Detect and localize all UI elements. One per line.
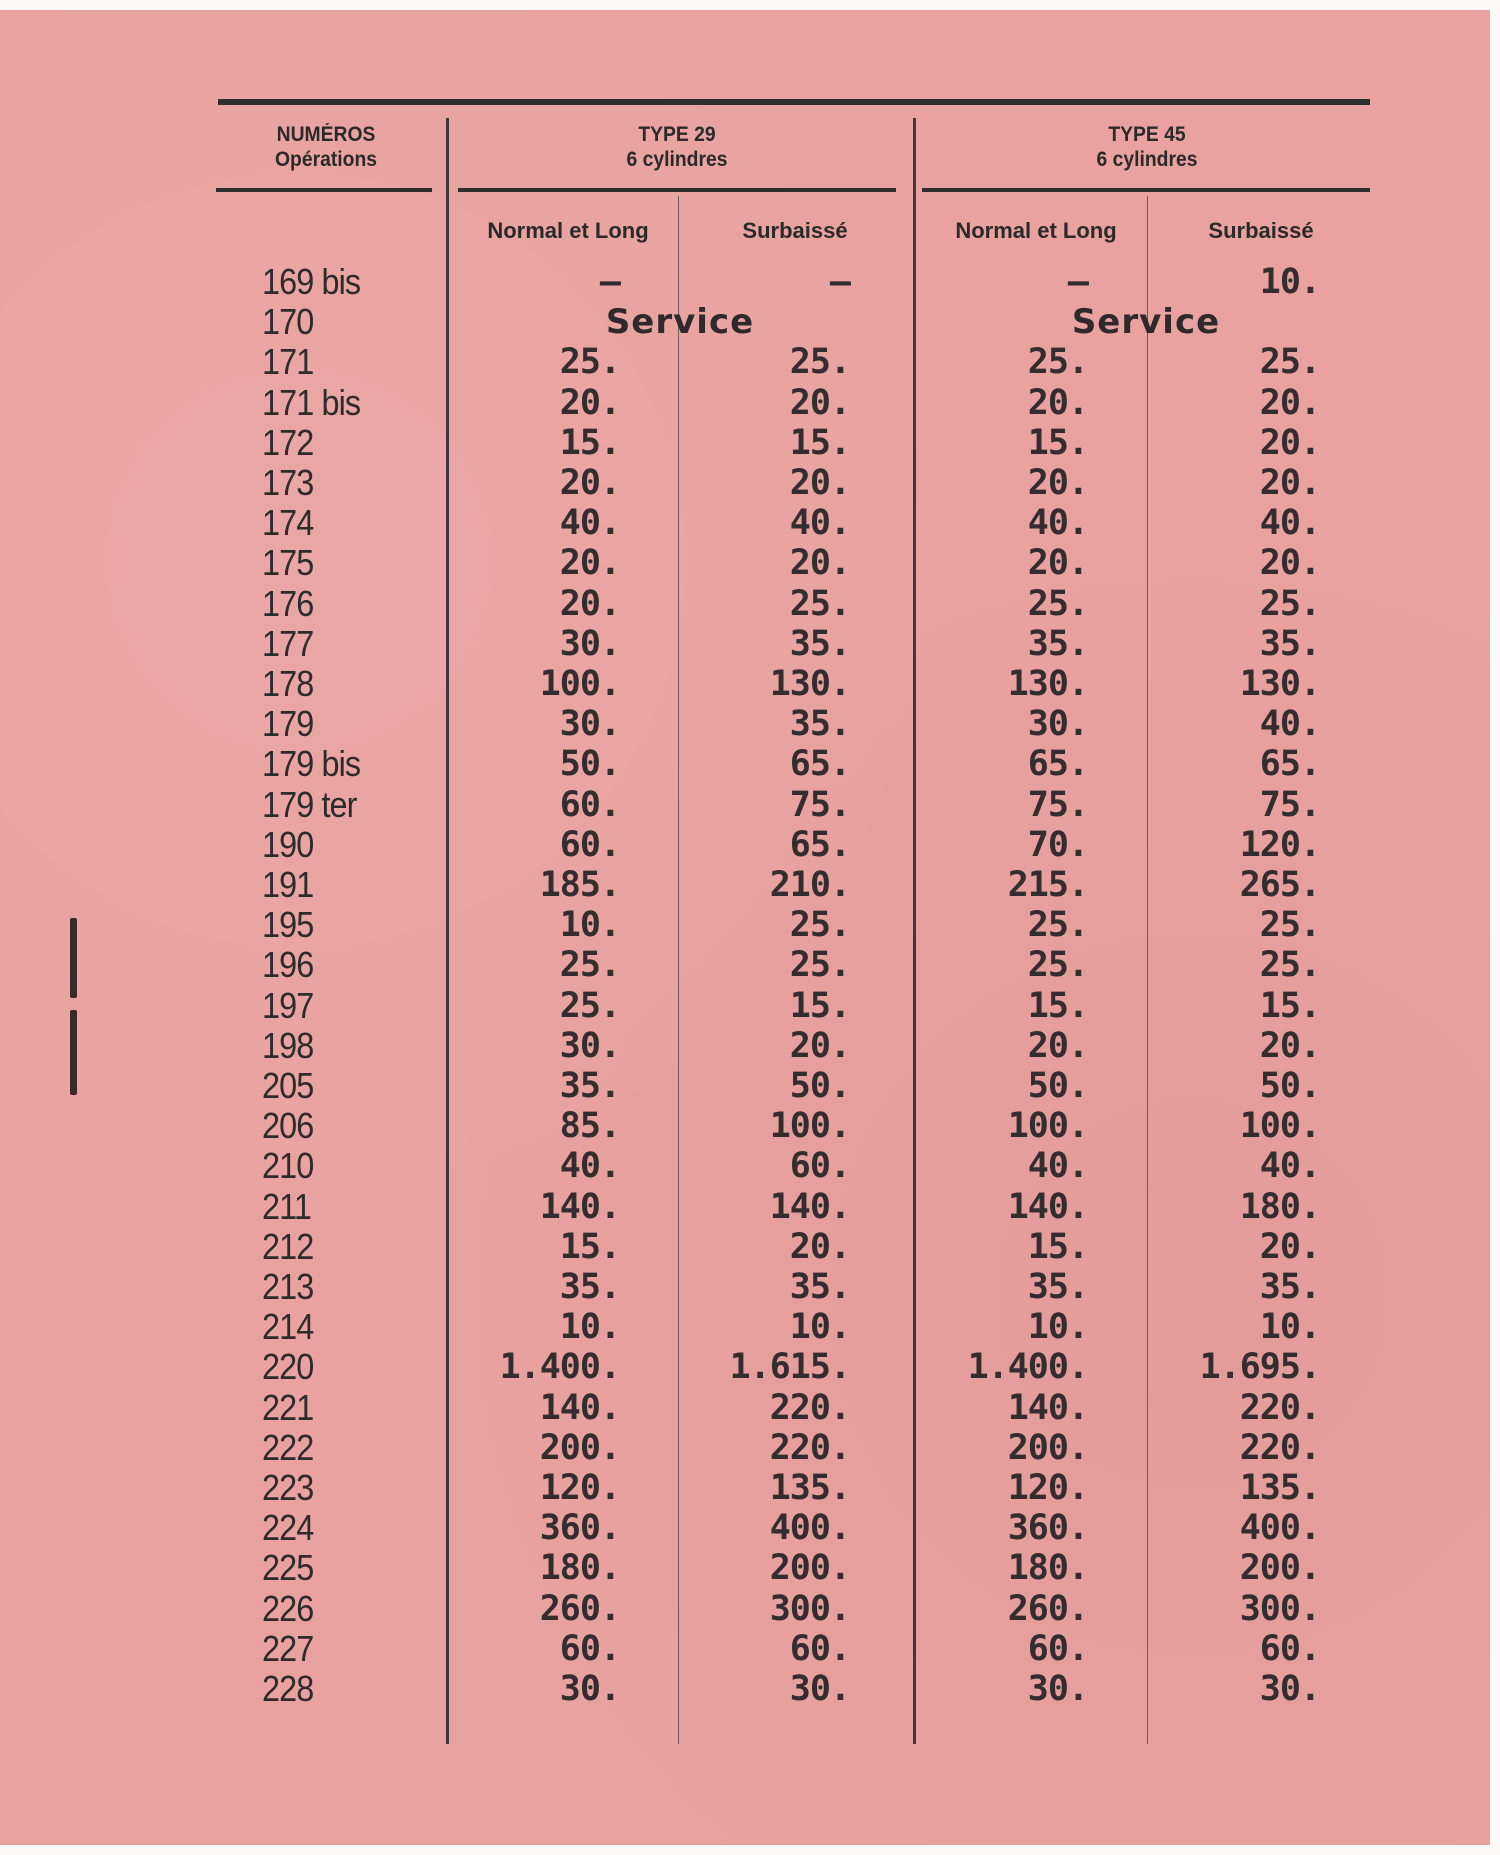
value-type45-normal-long: 20. [1027,1025,1088,1066]
value-type29-normal-long: 10. [559,905,620,946]
value-type29-normal-long: 140. [539,1186,620,1227]
header-type45-line1: TYPE 45 [1108,123,1186,146]
value-type29-normal-long: 100. [539,664,620,704]
value-type45-surbaisse: 20. [1259,1226,1320,1267]
operation-number: 174 [262,502,314,544]
value-type29-surbaisse: 10. [789,1307,850,1348]
value-type45-normal-long: 215. [1007,865,1088,905]
operation-number: 205 [262,1065,314,1106]
operation-number: 178 [262,663,314,704]
table-row [0,543,1490,583]
operation-number: 226 [262,1587,314,1629]
value-type45-normal-long: 10. [1027,1307,1088,1348]
value-type29-surbaisse: 35. [789,1267,850,1307]
value-type45-surbaisse: 200. [1239,1548,1320,1589]
value-type45-normal-long: 25. [1027,342,1088,383]
value-type45-normal-long: 15. [1027,1226,1088,1267]
value-type45-surbaisse: 20. [1259,422,1320,463]
operation-number: 175 [262,542,314,584]
value-type29-surbaisse: 60. [789,1146,850,1187]
value-type45-normal-long: 40. [1027,1146,1088,1187]
operation-number: 222 [262,1426,314,1468]
table-row [0,1227,1490,1267]
table-row [0,865,1490,905]
value-type45-surbaisse: 135. [1239,1468,1320,1508]
operation-number: 176 [262,582,314,624]
table-row [0,825,1490,865]
value-type45-surbaisse: 20. [1259,382,1320,423]
header-rule-numeros [216,188,432,192]
value-type29-surbaisse: 25. [789,945,850,986]
table-row [0,463,1490,503]
value-type45-surbaisse: 20. [1259,543,1320,584]
operation-number: 179 ter [262,783,357,825]
table-row [0,302,1490,342]
value-type45-normal-long: 360. [1007,1508,1088,1549]
value-type29-surbaisse: 25. [789,905,850,946]
value-type29-normal-long: 25. [559,945,620,986]
operation-number: 210 [262,1145,314,1187]
value-type45-surbaisse: 300. [1239,1588,1320,1629]
value-type45-normal-long: 200. [1007,1427,1088,1468]
value-type29-normal-long: 15. [559,1226,620,1267]
operation-number: 179 bis [262,743,361,785]
table-row [0,785,1490,825]
operation-number: 191 [262,864,314,905]
operation-number: 197 [262,984,314,1026]
value-type29-normal-long: 30. [559,1025,620,1066]
operation-number: 173 [262,462,314,503]
header-numeros [236,122,416,172]
value-type29-surbaisse: 20. [789,1226,850,1267]
table-row [0,986,1490,1026]
value-type29-normal-long: 20. [559,382,620,423]
value-type45-surbaisse: 20. [1259,463,1320,503]
operation-number: 211 [262,1185,311,1227]
value-type29-surbaisse: 140. [769,1186,850,1227]
value-type29-surbaisse: 75. [789,784,850,825]
operation-number: 172 [262,421,314,463]
operation-number: 212 [262,1225,314,1267]
subheader-type45-surbaisse: Surbaissé [1208,218,1314,243]
table-row [0,1307,1490,1347]
value-type45-normal-long: 100. [1007,1106,1088,1147]
value-type45-surbaisse: 35. [1259,623,1320,664]
value-type29-normal-long: 50. [559,744,620,785]
value-type29-normal-long: 180. [539,1548,620,1589]
table-row [0,1589,1490,1629]
value-type29-surbaisse: 50. [789,1066,850,1106]
header-rule-type45 [922,188,1370,192]
value-type45-normal-long: 20. [1027,543,1088,584]
header-type45-line2: 6 cylindres [1096,148,1198,171]
value-type29-normal-long: 60. [559,1628,620,1669]
value-type45-surbaisse: 65. [1259,744,1320,785]
value-type29-normal-long: 20. [559,463,620,503]
operation-number: 213 [262,1266,314,1307]
table-row [0,423,1490,463]
value-type45-normal-long: 15. [1027,422,1088,463]
service-label: Service [1071,302,1221,343]
value-type29-normal-long: 60. [559,784,620,825]
value-type45-normal-long: 60. [1027,1628,1088,1669]
service-label: Service [605,302,755,343]
value-type29-surbaisse: 65. [789,744,850,785]
value-type45-normal-long: 140. [1007,1387,1088,1428]
operation-number: 169 bis [262,261,361,302]
value-type29-surbaisse: 20. [789,1025,850,1066]
value-type29-surbaisse: 20. [789,463,850,503]
value-type45-normal-long: 25. [1027,945,1088,986]
subheader-type29-normal-long: Normal et Long [487,218,649,243]
value-type45-surbaisse: 120. [1239,824,1320,865]
table-row [0,1428,1490,1468]
value-type45-normal-long: 20. [1027,382,1088,423]
value-type45-normal-long: 30. [1027,1669,1088,1709]
table-row [0,624,1490,664]
table-row [0,1388,1490,1428]
value-type29-normal-long: 35. [559,1066,620,1106]
header-numeros-line1: NUMÉROS [276,123,376,146]
value-type29-surbaisse: 60. [789,1628,850,1669]
table-row [0,1508,1490,1548]
document-page [0,10,1490,1845]
value-type45-surbaisse: 75. [1259,784,1320,825]
value-type45-normal-long: 25. [1027,583,1088,624]
value-type29-surbaisse: 100. [769,1106,850,1147]
value-type29-surbaisse: 25. [789,583,850,624]
table-row [0,1146,1490,1186]
value-type45-surbaisse: 35. [1259,1267,1320,1307]
value-type45-surbaisse: 30. [1259,1669,1320,1709]
value-type45-normal-long: 120. [1007,1468,1088,1508]
value-type29-surbaisse: 400. [769,1508,850,1549]
value-type29-surbaisse: 300. [769,1588,850,1629]
value-type29-normal-long: 120. [539,1468,620,1508]
value-type29-surbaisse: 15. [789,985,850,1026]
operation-number: 196 [262,944,314,986]
operation-number: 206 [262,1105,314,1147]
table-row [0,704,1490,744]
value-type29-surbaisse: 20. [789,543,850,584]
value-type45-surbaisse: 100. [1239,1106,1320,1147]
table-row [0,1347,1490,1387]
table-row [0,503,1490,543]
value-type45-surbaisse: 220. [1239,1427,1320,1468]
value-type29-normal-long: 185. [539,865,620,905]
value-type45-surbaisse: 220. [1239,1387,1320,1428]
value-type29-normal-long: 85. [559,1106,620,1147]
value-type45-normal-long: 1.400. [967,1347,1088,1388]
value-type29-normal-long: 30. [559,623,620,664]
header-type29 [514,122,840,172]
value-type45-normal-long: 140. [1007,1186,1088,1227]
value-type45-surbaisse: 25. [1259,945,1320,986]
value-type45-normal-long: 20. [1027,463,1088,503]
operation-number: 227 [262,1627,314,1669]
value-type29-normal-long: 60. [559,824,620,865]
table-row [0,1548,1490,1588]
value-type45-surbaisse: 265. [1239,865,1320,905]
value-type45-surbaisse: 25. [1259,583,1320,624]
value-type29-normal-long: 40. [559,1146,620,1187]
table-row [0,584,1490,624]
value-type45-normal-long: 130. [1007,664,1088,704]
operation-number: 179 [262,703,314,745]
value-type45-normal-long: 35. [1027,1267,1088,1307]
value-type45-surbaisse: 130. [1239,664,1320,704]
table-row [0,1066,1490,1106]
operation-number: 214 [262,1306,314,1348]
table-row [0,945,1490,985]
operation-number: 224 [262,1507,314,1549]
operation-number: 223 [262,1467,314,1508]
value-type29-surbaisse: 200. [769,1548,850,1589]
value-type29-normal-long: — [599,262,620,302]
value-type45-surbaisse: 25. [1259,905,1320,946]
value-type29-normal-long: 140. [539,1387,620,1428]
header-type29-line2: 6 cylindres [626,148,728,171]
value-type45-surbaisse: 40. [1259,503,1320,544]
value-type29-normal-long: 20. [559,543,620,584]
table-row [0,383,1490,423]
subheader-type45-normal-long: Normal et Long [955,218,1117,243]
value-type45-normal-long: 25. [1027,905,1088,946]
value-type45-normal-long: 75. [1027,784,1088,825]
value-type29-normal-long: 35. [559,1267,620,1307]
value-type29-surbaisse: — [829,262,850,302]
operation-number: 198 [262,1024,314,1066]
header-numeros-line2: Opérations [274,148,377,171]
table-row [0,1026,1490,1066]
table-row [0,342,1490,382]
value-type45-surbaisse: 60. [1259,1628,1320,1669]
value-type29-normal-long: 200. [539,1427,620,1468]
value-type29-surbaisse: 35. [789,704,850,745]
value-type29-surbaisse: 15. [789,422,850,463]
operation-number: 195 [262,904,314,946]
value-type45-normal-long: 65. [1027,744,1088,785]
operation-number: 220 [262,1346,314,1388]
header-type45 [984,122,1310,172]
value-type45-surbaisse: 25. [1259,342,1320,383]
value-type29-normal-long: 260. [539,1588,620,1629]
value-type45-surbaisse: 20. [1259,1025,1320,1066]
value-type29-surbaisse: 35. [789,623,850,664]
value-type29-surbaisse: 130. [769,664,850,704]
header-type29-line1: TYPE 29 [638,123,716,146]
subheader-type29-surbaisse: Surbaissé [742,218,848,243]
value-type45-normal-long: 50. [1027,1066,1088,1106]
value-type29-surbaisse: 135. [769,1468,850,1508]
value-type29-normal-long: 1.400. [499,1347,620,1388]
operation-number: 171 bis [262,381,361,423]
table-row [0,905,1490,945]
operation-number: 177 [262,622,314,664]
table-row [0,262,1490,302]
value-type45-surbaisse: 1.695. [1199,1347,1320,1388]
value-type45-surbaisse: 40. [1259,704,1320,745]
value-type45-normal-long: 70. [1027,824,1088,865]
value-type29-surbaisse: 40. [789,503,850,544]
value-type45-surbaisse: 10. [1259,262,1320,302]
table-row [0,1187,1490,1227]
table-row [0,1267,1490,1307]
table-row [0,1629,1490,1669]
value-type29-surbaisse: 20. [789,382,850,423]
operation-number: 221 [262,1386,314,1428]
value-type45-surbaisse: 50. [1259,1066,1320,1106]
operation-number: 190 [262,823,314,865]
value-type29-surbaisse: 30. [789,1669,850,1709]
value-type45-normal-long: — [1067,262,1088,302]
table-row [0,1468,1490,1508]
value-type29-normal-long: 10. [559,1307,620,1348]
operation-number: 225 [262,1547,314,1589]
value-type29-normal-long: 40. [559,503,620,544]
value-type29-surbaisse: 210. [769,865,850,905]
value-type29-normal-long: 15. [559,422,620,463]
value-type29-surbaisse: 25. [789,342,850,383]
value-type45-normal-long: 30. [1027,704,1088,745]
value-type29-surbaisse: 1.615. [729,1347,850,1388]
table-row [0,1669,1490,1709]
top-rule [218,99,1370,105]
value-type45-surbaisse: 400. [1239,1508,1320,1549]
value-type45-normal-long: 15. [1027,985,1088,1026]
value-type45-surbaisse: 180. [1239,1186,1320,1227]
value-type29-normal-long: 30. [559,1669,620,1709]
value-type29-normal-long: 25. [559,342,620,383]
value-type29-surbaisse: 220. [769,1387,850,1428]
operation-number: 228 [262,1668,314,1709]
value-type45-normal-long: 40. [1027,503,1088,544]
value-type29-normal-long: 360. [539,1508,620,1549]
header-rule-type29 [458,188,896,192]
table-row [0,744,1490,784]
value-type45-surbaisse: 10. [1259,1307,1320,1348]
value-type29-surbaisse: 65. [789,824,850,865]
value-type45-normal-long: 180. [1007,1548,1088,1589]
operation-number: 171 [262,341,314,383]
value-type29-normal-long: 30. [559,704,620,745]
value-type29-surbaisse: 220. [769,1427,850,1468]
value-type45-surbaisse: 15. [1259,985,1320,1026]
table-row [0,664,1490,704]
value-type29-normal-long: 25. [559,985,620,1026]
value-type29-normal-long: 20. [559,583,620,624]
value-type45-surbaisse: 40. [1259,1146,1320,1187]
value-type45-normal-long: 260. [1007,1588,1088,1629]
value-type45-normal-long: 35. [1027,623,1088,664]
operation-number: 170 [262,301,314,343]
table-row [0,1106,1490,1146]
